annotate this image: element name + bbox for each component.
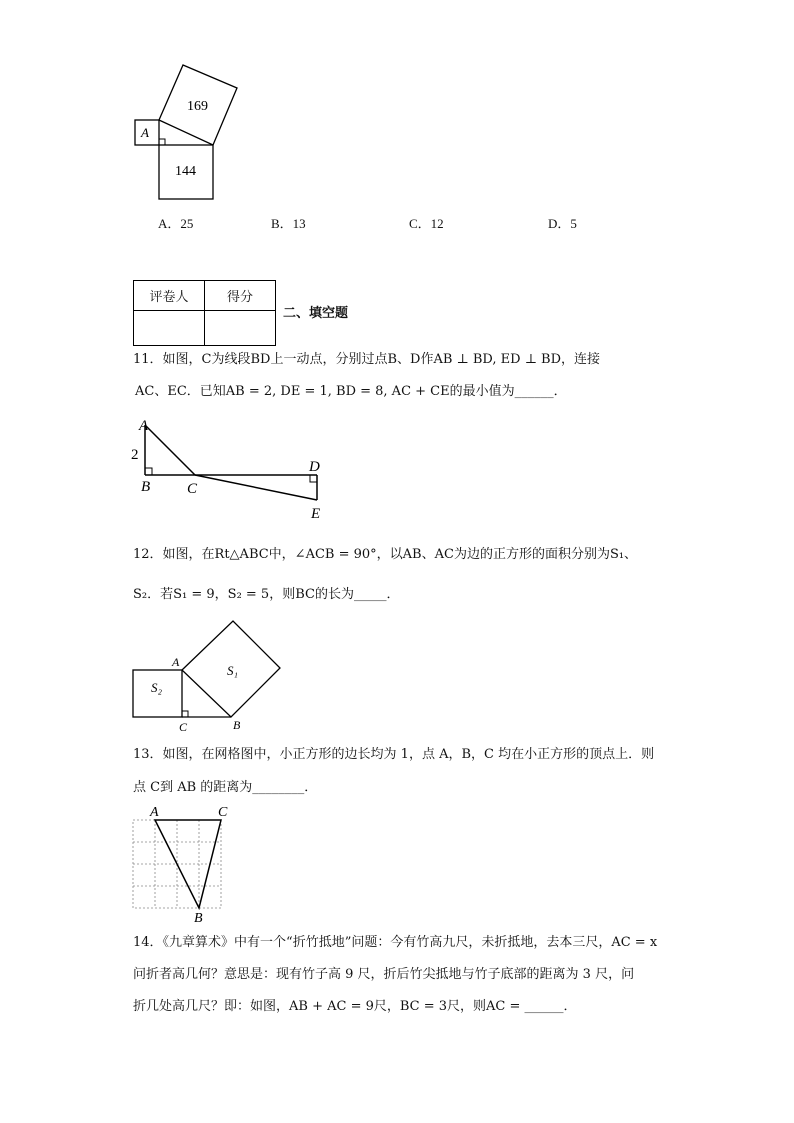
q11-label-c: C — [187, 481, 198, 497]
q12-label-c: C — [179, 720, 188, 734]
grader-cell — [134, 311, 205, 346]
q12-label-s1: S₁ — [227, 663, 239, 678]
score-cell — [205, 311, 276, 346]
q14-line1: 14．《九章算术》中有一个“折竹抵地”问题：今有竹高九尺，未折抵地，去本三尺，AC = x — [133, 935, 658, 950]
q12-label-a: A — [172, 655, 180, 669]
q11-label-d: D — [309, 459, 320, 475]
q12-line1: 12．如图，在Rt△ABC中，∠ACB = 90°，以AB、AC为边的正方形的面积分别为S₁、 — [133, 547, 638, 562]
label-169: 169 — [187, 99, 208, 114]
q13-figure — [125, 800, 245, 925]
q12-figure — [125, 615, 295, 735]
q12-line2: S₂．若S₁ = 9，S₂ = 5，则BC的长为_____． — [133, 587, 400, 602]
q10-figure — [125, 55, 255, 205]
option-b: B．13 — [271, 216, 306, 231]
q11-label-b: B — [141, 479, 151, 495]
q14-line2: 问折者高几何？意思是：现有竹子高 9 尺，折后竹尖抵地与竹子底部的距离为 3 尺，问 — [133, 967, 635, 982]
right-angle-mark — [159, 139, 165, 145]
option-d: D．5 — [548, 216, 577, 231]
option-a: A．25 — [158, 216, 194, 231]
q11-figure — [125, 415, 335, 525]
q13-line1: 13．如图，在网格图中，小正方形的边长均为 1，点 A，B，C 均在小正方形的顶点上．则 — [133, 747, 655, 762]
grader-header: 评卷人 — [134, 281, 205, 311]
score-header: 得分 — [205, 281, 276, 311]
q11-line1: 11．如图，C为线段BD上一动点，分别过点B、D作AB ⊥ BD, ED ⊥ BD，连接 — [133, 352, 601, 367]
q13-label-c: C — [218, 805, 228, 820]
q11-label-e: E — [311, 506, 321, 522]
q12-label-s2: S₂ — [151, 680, 163, 695]
score-table — [133, 280, 276, 346]
q12-label-b: B — [233, 718, 241, 732]
q13-line2: 点 C到 AB 的距离为________． — [133, 780, 318, 795]
q11-label-a: A — [139, 418, 149, 434]
q13-label-b: B — [194, 911, 203, 925]
q14-line3: 折几处高几尺？即：如图，AB + AC = 9尺，BC = 3尺，则AC = ______． — [133, 999, 577, 1014]
q11-line2: AC、EC．已知AB = 2, DE = 1, BD = 8, AC + CE的最小值为______． — [135, 384, 567, 399]
label-a: A — [141, 125, 149, 140]
q11-label-2: 2 — [131, 447, 139, 463]
q13-label-a: A — [150, 805, 159, 820]
option-c: C．12 — [409, 216, 444, 231]
label-144: 144 — [175, 164, 196, 179]
section-title: 二、填空题 — [283, 306, 349, 321]
